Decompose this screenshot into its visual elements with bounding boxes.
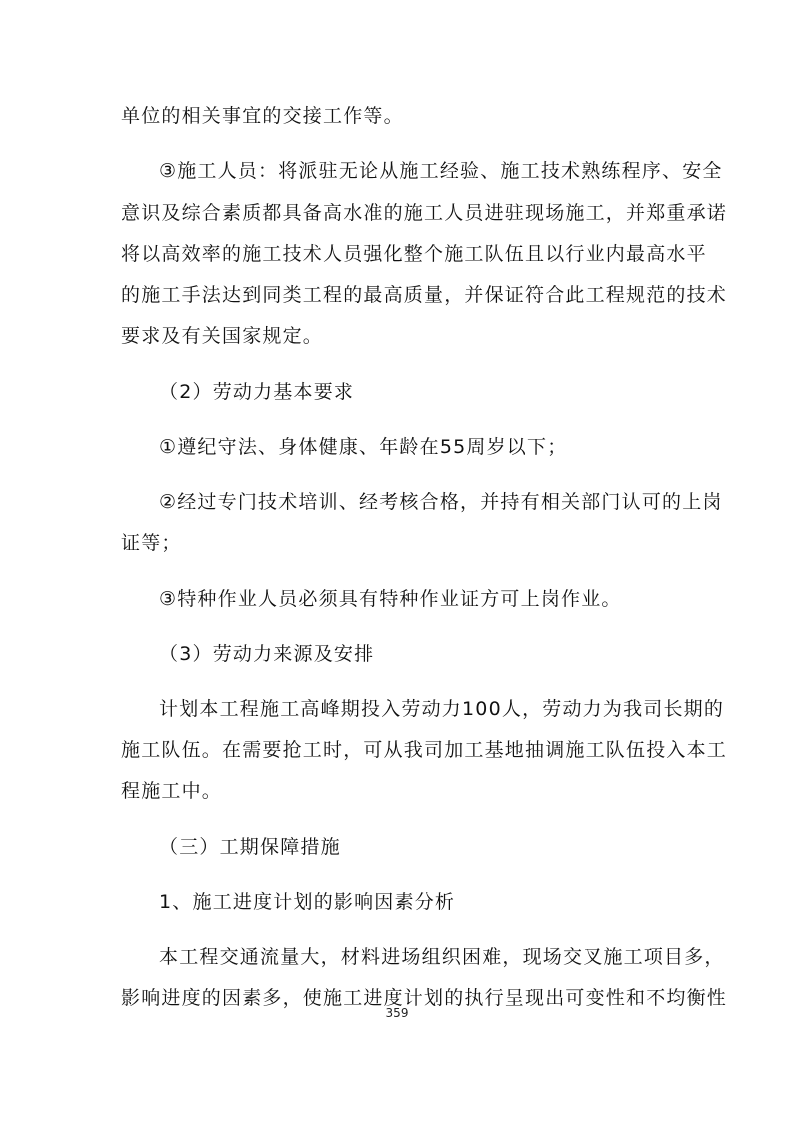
text-line: 程施工中。 bbox=[121, 780, 223, 802]
section-heading: （三）工期保障措施 bbox=[159, 836, 341, 858]
text-line: 将以高效率的施工技术人员强化整个施工队伍且以行业内最高水平 bbox=[121, 243, 707, 265]
text-line: 计划本工程施工高峰期投入劳动力100人，劳动力为我司长期的 bbox=[159, 698, 725, 720]
text-line: 影响进度的因素多，使施工进度计划的执行呈现出可变性和不均衡性 bbox=[121, 987, 728, 1009]
section-heading: （2）劳动力基本要求 bbox=[159, 381, 355, 403]
text-line: ③特种作业人员必须具有特种作业证方可上岗作业。 bbox=[159, 588, 622, 610]
text-line: 的施工手法达到同类工程的最高质量，并保证符合此工程规范的技术 bbox=[121, 284, 728, 306]
text-line: 施工队伍。在需要抢工时，可从我司加工基地抽调施工队伍投入本工 bbox=[121, 739, 728, 761]
text-line: ①遵纪守法、身体健康、年龄在55周岁以下； bbox=[159, 436, 568, 458]
text-line: 证等； bbox=[121, 532, 182, 554]
text-line: ②经过专门技术培训、经考核合格，并持有相关部门认可的上岗 bbox=[159, 491, 723, 513]
page-number: 359 bbox=[385, 1006, 409, 1020]
text-line: ③施工人员：将派驻无论从施工经验、施工技术熟练程序、安全 bbox=[159, 160, 723, 182]
text-line: 要求及有关国家规定。 bbox=[121, 325, 324, 347]
text-line: 本工程交通流量大，材料进场组织困难，现场交叉施工项目多， bbox=[159, 946, 725, 968]
text-line: 意识及综合素质都具备高水准的施工人员进驻现场施工，并郑重承诺 bbox=[121, 202, 728, 224]
subsection-heading: 1、施工进度计划的影响因素分析 bbox=[159, 891, 456, 913]
text-line: 单位的相关事宜的交接工作等。 bbox=[121, 105, 404, 127]
section-heading: （3）劳动力来源及安排 bbox=[159, 643, 375, 665]
